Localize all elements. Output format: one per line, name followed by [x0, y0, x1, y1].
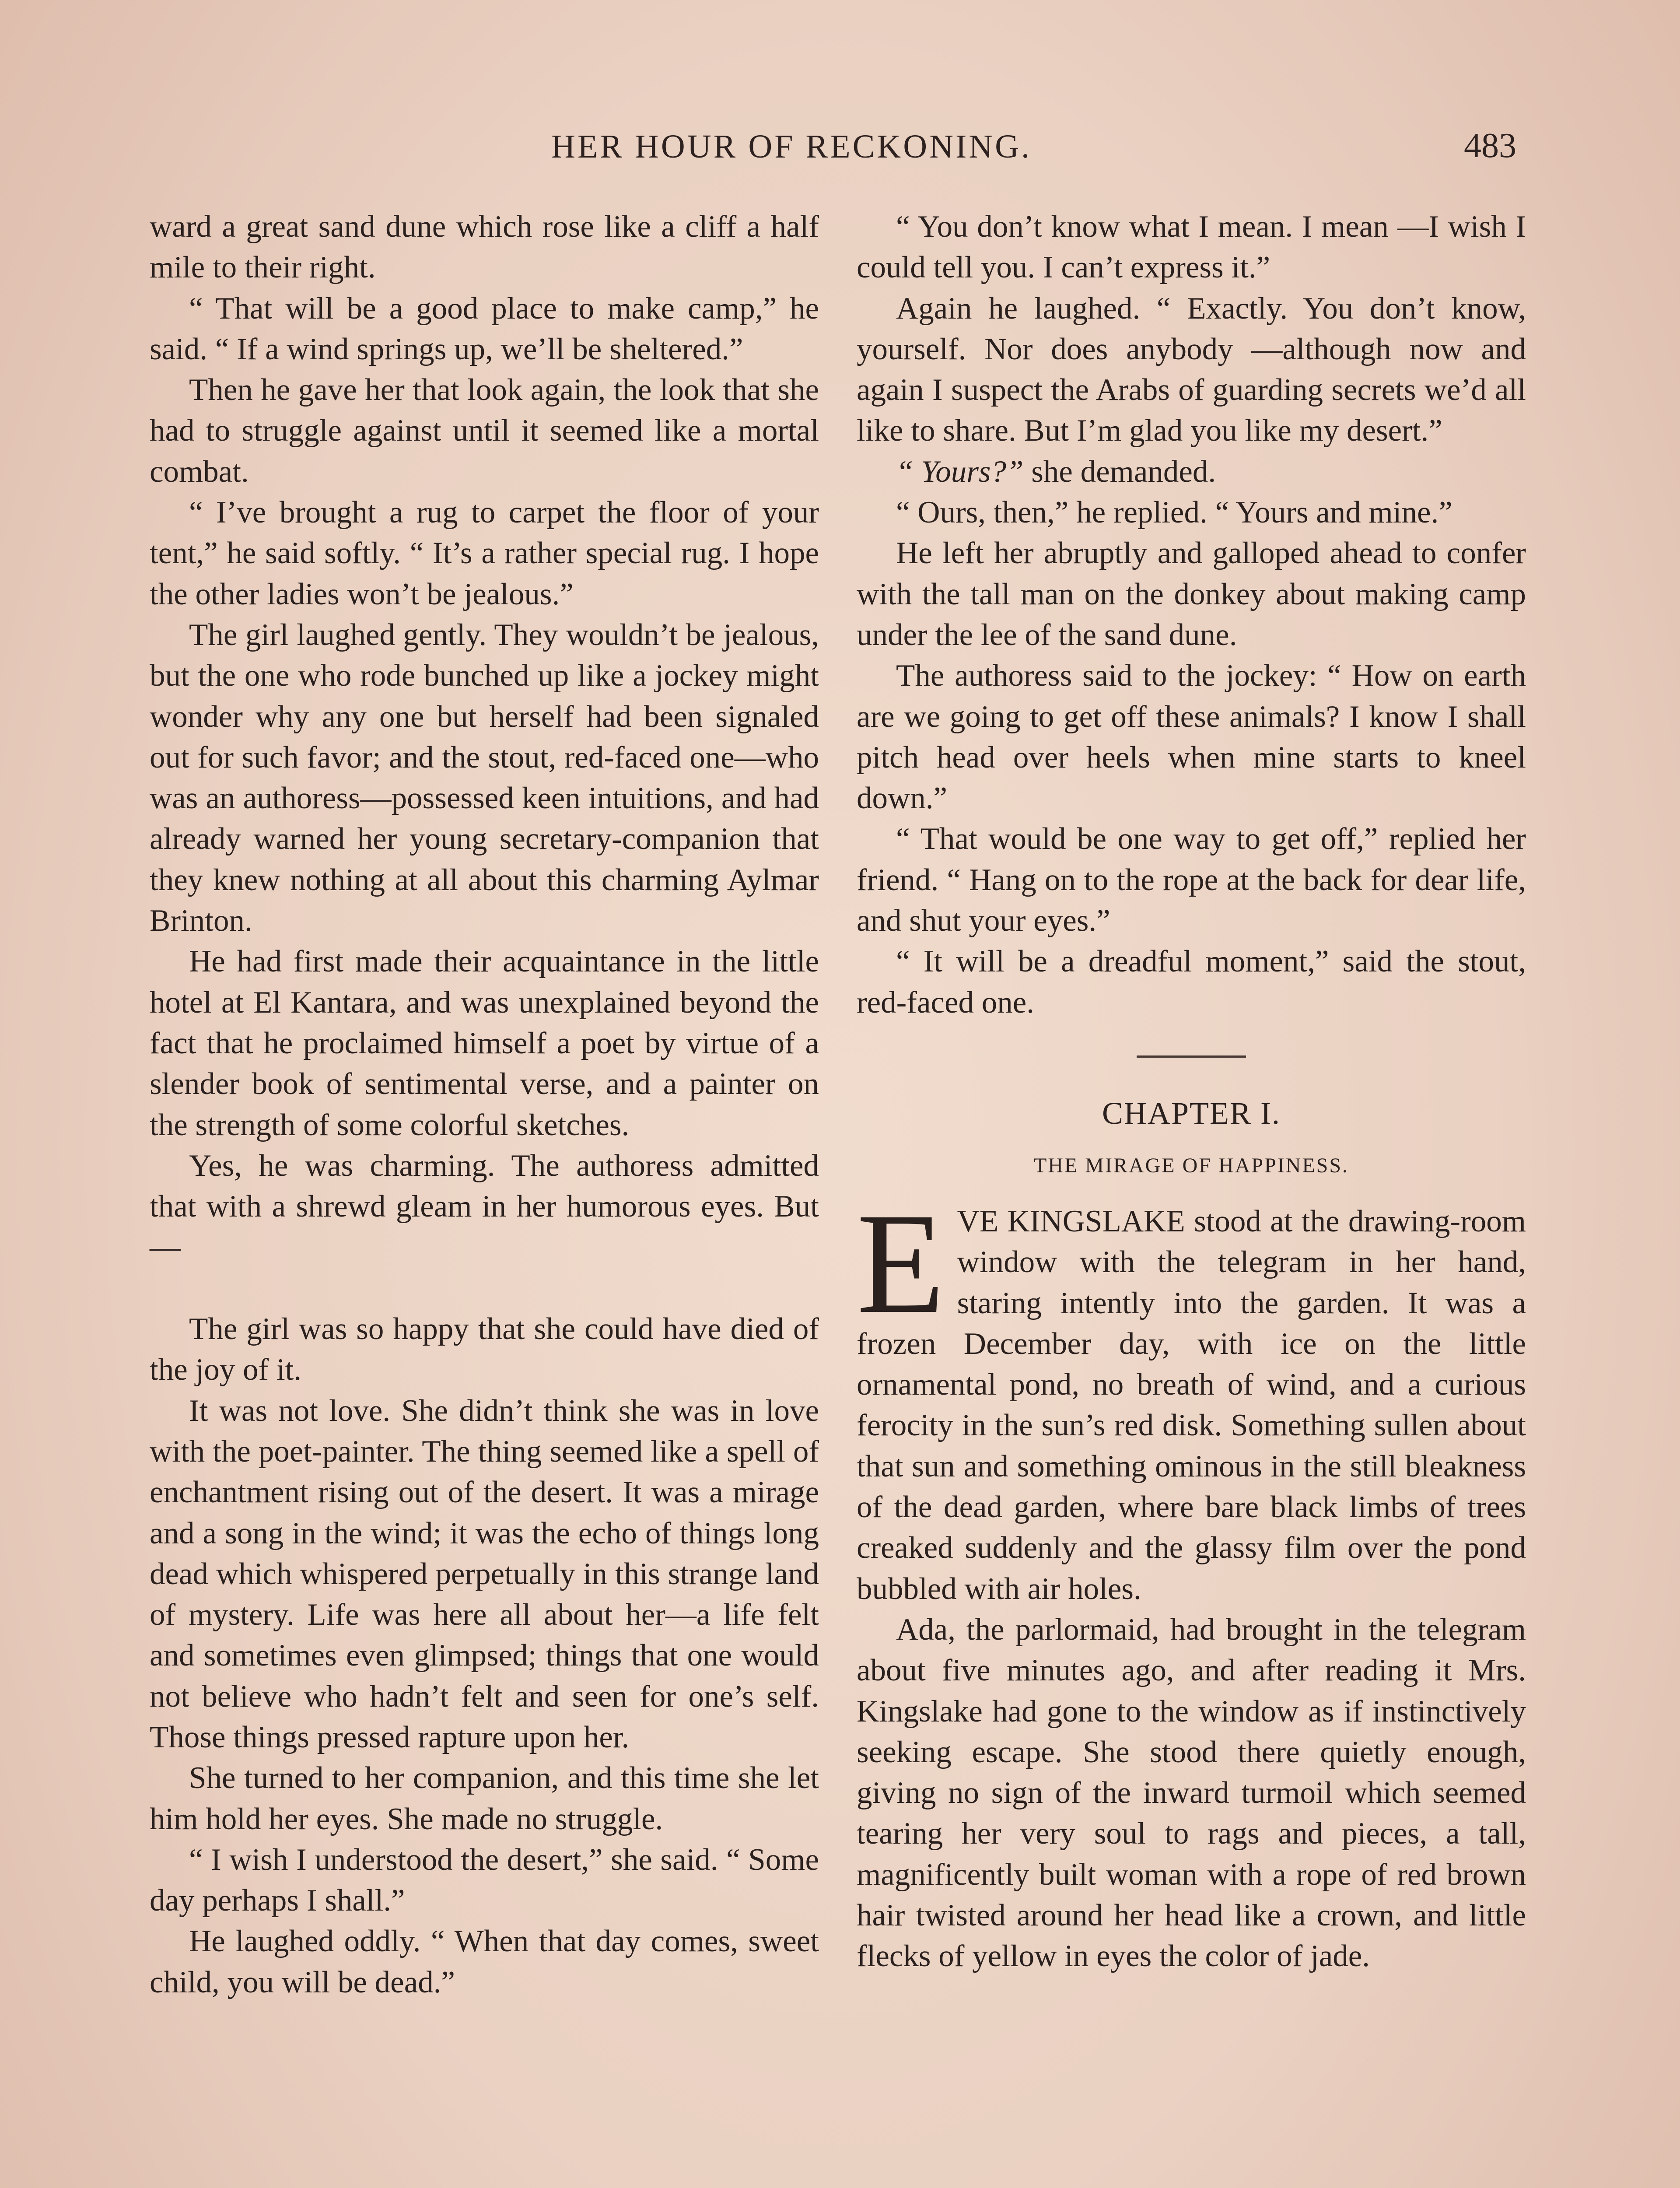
paragraph: It was not love. She didn’t think she was in love with the poet-painter. The thing seemed like a spell of enchantment rising out of the desert. It was a mirage and a song in the wind; it was the echo of things long dead which whispered perpetually in this strange land of mystery. Life was here all about her—a life felt and sometimes even glimpsed; things that one would not believe who hadn’t felt and seen for one’s self. Those things pressed rapture upon her.	[150, 1393, 819, 1754]
paragraph: He had first made their acquaintance in the little hotel at El Kantara, and was unexplained beyond the fact that he proclaimed himself a poet by virtue of a slender book of sentimental verse, and a painter on the strength of some colorful sketches.	[150, 944, 819, 1142]
italic-quote: “ Yours?”	[896, 454, 1024, 489]
left-text-column	[150, 207, 819, 2003]
paragraph: “ You don’t know what I mean. I mean —I wish I could tell you. I can’t express it.”	[857, 210, 1526, 285]
paragraph: The girl laughed gently. They wouldn’t be jealous, but the one who rode bunched up like a jockey might wonder why any one but herself had been signaled out for such favor; and the stout, red-faced one—who was an authoress—possessed keen intuitions, and had already warned her young secretary-companion that they knew nothing at all about this charming Aylmar Brinton.	[150, 617, 819, 938]
paragraph: Yes, he was charming. The authoress admitted that with a shrewd gleam in her humorous eyes. But—	[150, 1148, 819, 1265]
drop-cap: E	[857, 1183, 945, 1343]
paragraph: She turned to her companion, and this time she let him hold her eyes. She made no struggle.	[150, 1761, 819, 1836]
running-header-title: HER HOUR OF RECKONING.	[551, 128, 1032, 165]
paragraph	[857, 452, 1526, 492]
paragraph: “ That would be one way to get off,” replied her friend. “ Hang on to the rope at the back for dear life, and shut your eyes.”	[857, 822, 1526, 938]
chapter-heading: CHAPTER I.	[1102, 1095, 1281, 1131]
right-text-column	[857, 207, 1526, 1977]
paragraph: “ I’ve brought a rug to carpet the floor of your tent,” he said softly. “ It’s a rather special rug. I hope the other ladies won’t be jealous.”	[150, 495, 819, 611]
page-number: 483	[1464, 126, 1516, 165]
opening-words: VE KINGSLAKE	[957, 1204, 1185, 1238]
paragraph-text: she demanded.	[1031, 454, 1216, 489]
paragraph: “ That will be a good place to make camp,” he said. “ If a wind springs up, we’ll be sheltered.”	[150, 291, 819, 366]
paragraph: “ It will be a dreadful moment,” said the stout, red-faced one.	[857, 944, 1526, 1020]
section-divider	[1137, 1055, 1246, 1058]
paragraph: “ I wish I understood the desert,” she said. “ Some day perhaps I shall.”	[150, 1842, 819, 1918]
paragraph: “ Ours, then,” he replied. “ Yours and mine.”	[896, 495, 1452, 530]
chapter-subtitle: THE MIRAGE OF HAPPINESS.	[1033, 1154, 1349, 1177]
paragraph: He laughed oddly. “ When that day comes, sweet child, you will be dead.”	[150, 1924, 819, 1999]
paragraph: Again he laughed. “ Exactly. You don’t know, yourself. Nor does anybody —although now and again I suspect the Arabs of guarding secrets we’d all like to share. But I’m glad you like my desert.”	[857, 291, 1526, 448]
paragraph: The girl was so happy that she could have died of the joy of it.	[150, 1312, 819, 1387]
paragraph: Ada, the parlormaid, had brought in the telegram about five minutes ago, and after reading it Mrs. Kingslake had gone to the window as if instinctively seeking escape. She stood there quietly enough, giving no sign of the inward turmoil which seemed tearing her very soul to rags and pieces, a tall, magnificently built woman with a rope of red brown hair twisted around her head like a crown, and little flecks of yellow in eyes the color of jade.	[857, 1612, 1526, 1974]
paragraph: Then he gave her that look again, the look that she had to struggle against until it seemed like a mortal combat.	[150, 373, 819, 489]
paragraph-text: stood at the drawing-room window with the telegram in her hand, staring intently into the garden. It was a frozen December day, with ice on the little ornamental pond, no breath of wind, and a curious ferocity in the sun’s red disk. Something sullen about that sun and something ominous in the still bleakness of the dead garden, where bare black limbs of trees creaked suddenly and the glassy film over the pond bubbled with air holes.	[857, 1204, 1526, 1606]
paragraph: He left her abruptly and galloped ahead to confer with the tall man on the donkey about making camp under the lee of the sand dune.	[857, 536, 1526, 652]
paragraph: ward a great sand dune which rose like a cliff a half mile to their right.	[150, 210, 819, 285]
section-break-space	[150, 1268, 819, 1309]
chapter-first-paragraph	[857, 1183, 1526, 1609]
paragraph: The authoress said to the jockey: “ How on earth are we going to get off these animals? I know I shall pitch head over heels when mine starts to kneel down.”	[857, 659, 1526, 816]
